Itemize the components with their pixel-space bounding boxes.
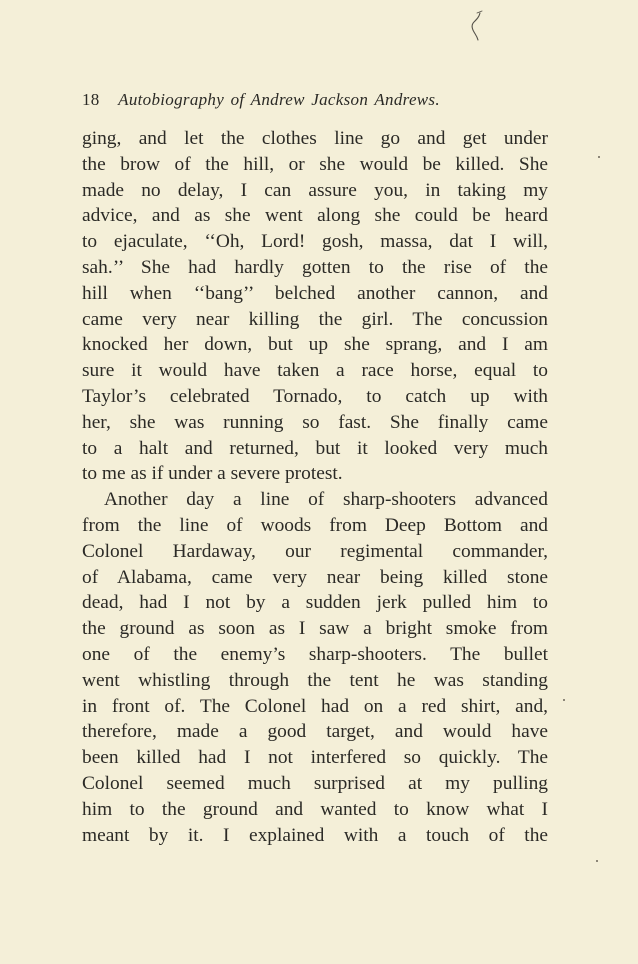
text-line: to me as if under a severe protest. bbox=[82, 463, 343, 485]
text-line: sure it would have taken a race horse, equal to bbox=[82, 360, 548, 382]
page-header bbox=[82, 90, 440, 110]
text-line: advice, and as she went along she could be heard bbox=[82, 205, 548, 227]
text-line: to ejaculate, ‘‘Oh, Lord! gosh, massa, dat I will, bbox=[82, 231, 548, 253]
text-line: the brow of the hill, or she would be killed. She bbox=[82, 153, 548, 175]
text-line: meant by it. I explained with a touch of the bbox=[82, 824, 548, 846]
text-line: Colonel Hardaway, our regimental commander, bbox=[82, 540, 548, 562]
text-line: of Alabama, came very near being killed stone bbox=[82, 566, 548, 588]
text-line: in front of. The Colonel had on a red shirt, and, bbox=[82, 695, 548, 717]
text-line: to a halt and returned, but it looked very much bbox=[82, 437, 548, 459]
paper-speck bbox=[598, 156, 600, 158]
paragraph bbox=[82, 487, 548, 848]
text-line: ging, and let the clothes line go and get under bbox=[82, 128, 548, 149]
text-line: hill when ‘‘bang’’ belched another cannon, and bbox=[82, 282, 548, 304]
text-line: the ground as soon as I saw a bright smoke from bbox=[82, 618, 548, 640]
text-line: Taylor’s celebrated Tornado, to catch up with bbox=[82, 385, 548, 407]
text-line: dead, had I not by a sudden jerk pulled him to bbox=[82, 592, 548, 614]
text-line: made no delay, I can assure you, in taking my bbox=[82, 179, 548, 201]
text-line: him to the ground and wanted to know what I bbox=[82, 798, 548, 820]
paragraph bbox=[82, 126, 548, 487]
text-line: came very near killing the girl. The concussion bbox=[82, 308, 548, 330]
text-line: Colonel seemed much surprised at my pulling bbox=[82, 772, 548, 794]
text-line: sah.’’ She had hardly gotten to the rise of the bbox=[82, 256, 548, 278]
text-line: knocked her down, but up she sprang, and I am bbox=[82, 334, 548, 356]
text-line: been killed had I not interfered so quickly. The bbox=[82, 747, 548, 769]
paper-speck bbox=[563, 699, 565, 701]
running-title: Autobiography of Andrew Jackson Andrews. bbox=[118, 90, 440, 109]
text-line: her, she was running so fast. She finally came bbox=[82, 411, 548, 433]
text-line: one of the enemy’s sharp-shooters. The bullet bbox=[82, 643, 548, 665]
text-line: went whistling through the tent he was standing bbox=[82, 669, 548, 691]
paper-speck bbox=[596, 860, 598, 862]
body-text bbox=[82, 126, 548, 848]
text-line: therefore, made a good target, and would have bbox=[82, 721, 548, 743]
pencil-tick-mark-icon bbox=[466, 10, 490, 44]
text-line: from the line of woods from Deep Bottom and bbox=[82, 514, 548, 536]
text-line: Another day a line of sharp-shooters advanced bbox=[104, 489, 548, 511]
page-number: 18 bbox=[82, 90, 100, 109]
